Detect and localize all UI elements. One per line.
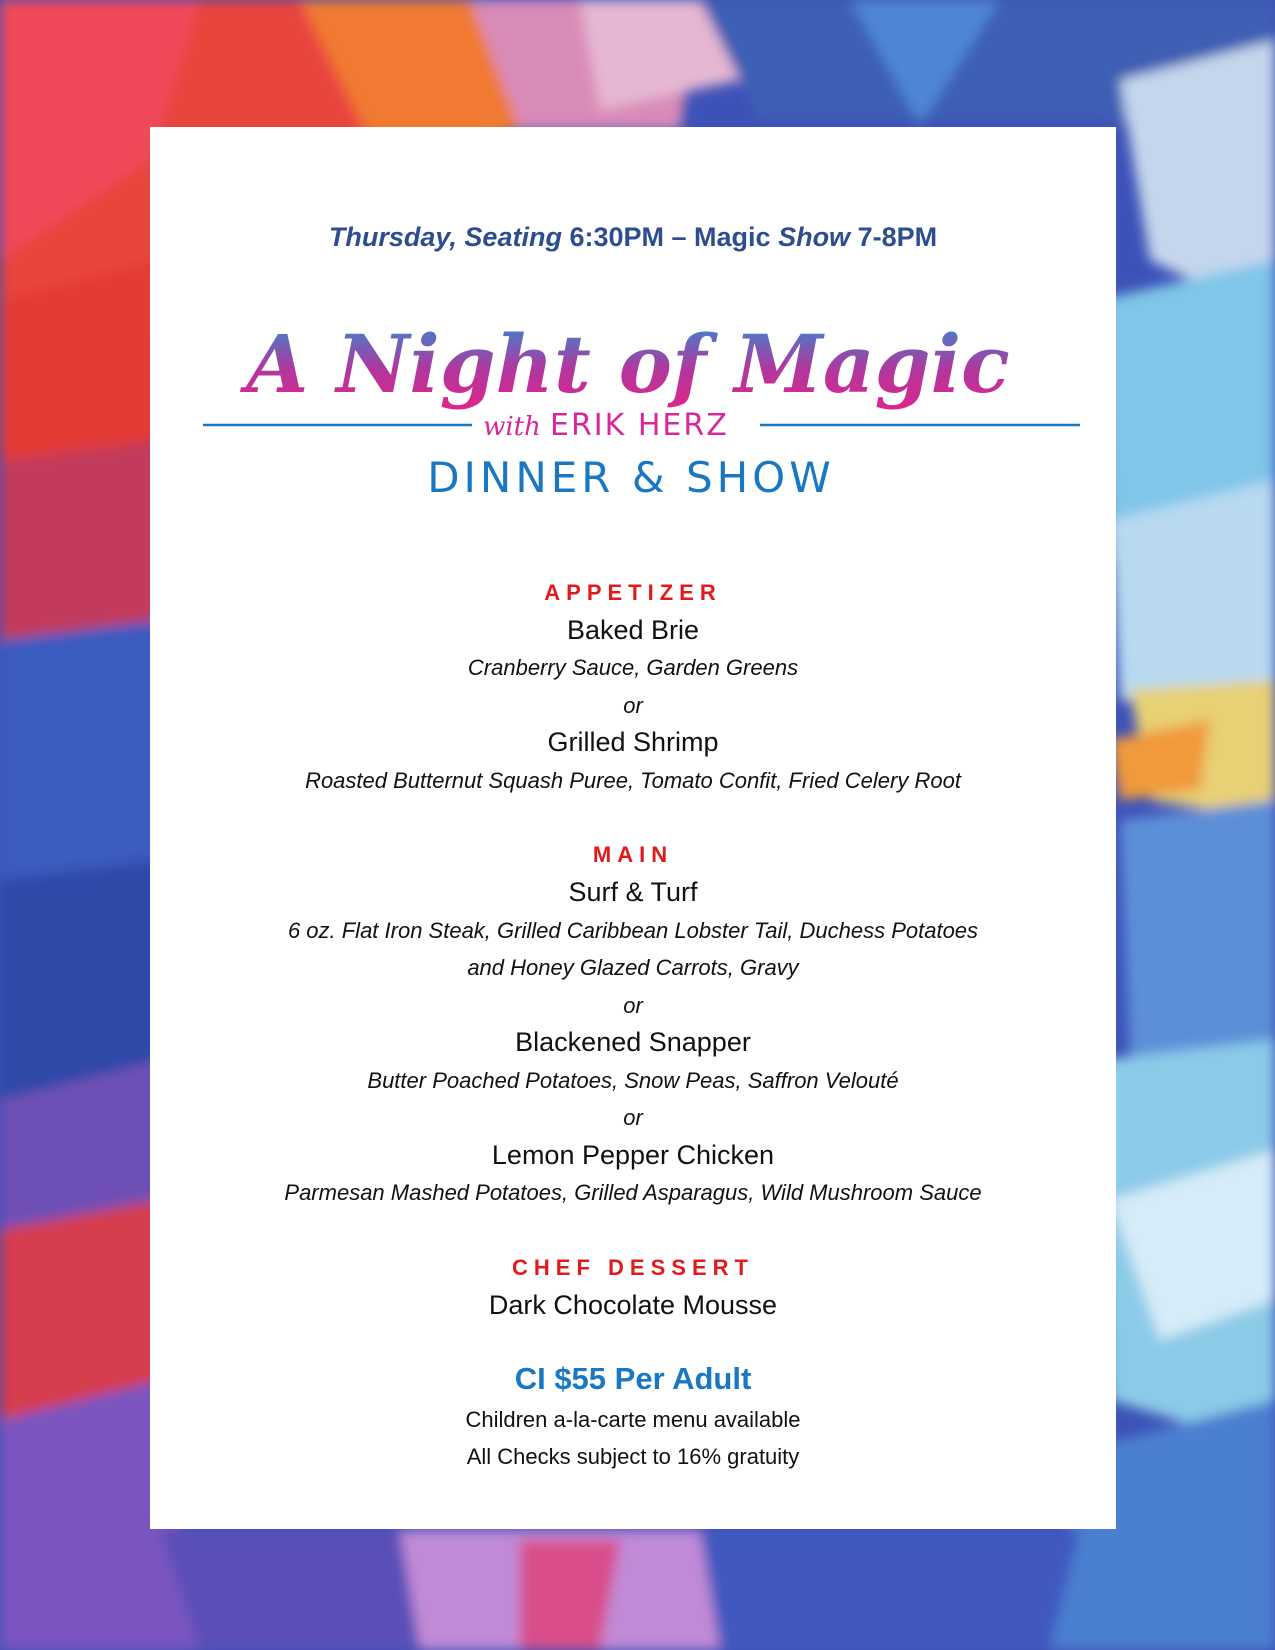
- schedule-show-time: 7-8PM: [857, 222, 938, 252]
- dish-name: Grilled Shrimp: [547, 727, 719, 757]
- schedule-seating-time: 6:30PM – Magic: [569, 222, 771, 252]
- menu-card: [150, 127, 1116, 1529]
- event-title-logo: [150, 302, 1116, 502]
- dish-name: Baked Brie: [566, 615, 700, 645]
- dish-description: Parmesan Mashed Potatoes, Grilled Asparagus, Wild Mushroom Sauce: [284, 1180, 982, 1205]
- title-subtitle: DINNER & SHOW: [427, 453, 835, 502]
- or-separator: or: [623, 693, 643, 718]
- children-note: Children a-la-carte menu available: [465, 1407, 801, 1432]
- title-with: with: [483, 412, 541, 442]
- schedule-show-word: Show: [778, 222, 851, 252]
- dish-description: Butter Poached Potatoes, Snow Peas, Saffron Velouté: [367, 1068, 899, 1093]
- gratuity-note: All Checks subject to 16% gratuity: [466, 1444, 800, 1469]
- dish-description-continued: and Honey Glazed Carrots, Gravy: [467, 955, 799, 980]
- dish-description: Cranberry Sauce, Garden Greens: [467, 655, 799, 680]
- schedule-day: Thursday,: [328, 222, 457, 252]
- dish-description: Roasted Butternut Squash Puree, Tomato Confit, Fried Celery Root: [305, 768, 961, 793]
- dish-name: Blackened Snapper: [515, 1027, 751, 1057]
- section-heading-dessert: CHEF DESSERT: [512, 1255, 754, 1280]
- schedule-seating-word: Seating: [464, 222, 562, 252]
- section-heading-main: MAIN: [592, 842, 674, 867]
- dish-name: Dark Chocolate Mousse: [488, 1290, 778, 1320]
- price: CI $55 Per Adult: [514, 1361, 752, 1396]
- dish-description: 6 oz. Flat Iron Steak, Grilled Caribbean Lobster Tail, Duchess Potatoes: [287, 918, 979, 943]
- or-separator: or: [623, 1105, 643, 1130]
- section-heading-appetizer: APPETIZER: [544, 580, 722, 605]
- dish-name: Lemon Pepper Chicken: [491, 1140, 775, 1170]
- or-separator: or: [623, 993, 643, 1018]
- event-schedule: [150, 222, 1116, 253]
- title-script: A Night of Magic: [246, 317, 1010, 411]
- dish-name: Surf & Turf: [568, 877, 698, 907]
- title-performer: ERIK HERZ: [550, 408, 729, 443]
